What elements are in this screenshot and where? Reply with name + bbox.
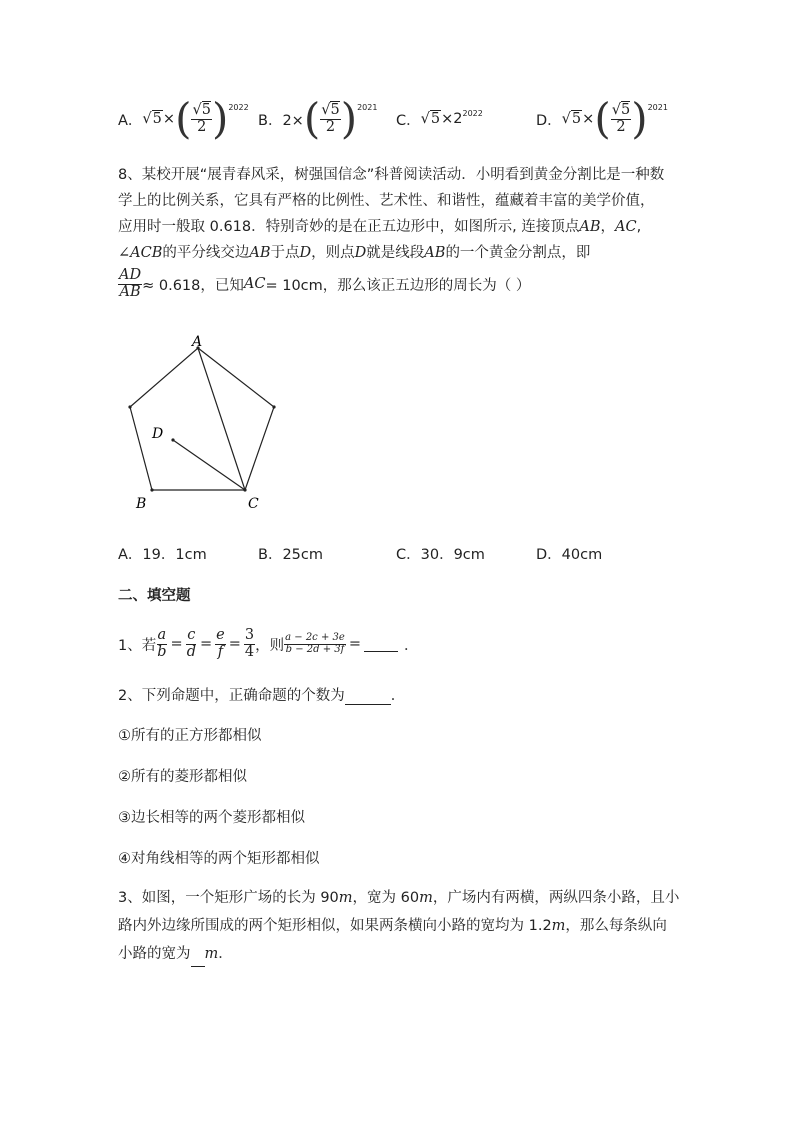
fill-question-3-line-1: 3、如图，一个矩形广场的长为 90m，宽为 60m，广场内有两横，两纵四条小路，且小	[118, 890, 680, 906]
statement-2: ②所有的菱形都相似	[118, 769, 247, 785]
section-title: 二、填空题	[118, 588, 191, 604]
q8-line-3: 应用时一般取 0.618．特别奇妙的是在正五边形中，如图所示, 连接顶点AB，AC,	[118, 219, 642, 235]
fill-question-3-line-2: 路内外边缘所围成的两个矩形相似，如果两条横向小路的宽均为 1.2m，那么每条纵向	[118, 918, 667, 934]
pentagon-figure	[110, 330, 300, 520]
q7-option-a: A． √5 × ( $\frac{√5}{2}$ ) 2022	[118, 94, 249, 143]
statement-4: ④对角线相等的两个矩形都相似	[118, 851, 320, 867]
q8-line-1: 8、某校开展“展青春风采，树强国信念”科普阅读活动．小明看到黄金分割比是一种数	[118, 167, 665, 183]
fill-question-2: 2、下列命题中，正确命题的个数为 ．	[118, 688, 406, 704]
answer-blank-2[interactable]	[345, 690, 391, 705]
q8-line-5: $\frac{AD}{AB}$ ≈ 0.618，已知 AC = 10cm，那么该正五边形的周长为（ ）	[119, 267, 531, 300]
pentagon-outline	[130, 348, 274, 490]
q8-option-d: D．40cm	[536, 547, 603, 563]
q8-option-a: A．19．1cm	[118, 547, 207, 563]
fill-question-3-line-3: 小路的宽为 m．	[118, 941, 233, 967]
q7-option-c: C． √5 × 2 2022	[396, 108, 483, 129]
vertex-label-b: B	[136, 496, 147, 512]
q7-option-d: D． √5 × ( $\frac{√5}{2}$ ) 2021	[536, 94, 668, 143]
fill-question-1: 1、若 $\frac{a}{b}$ = $\frac{c}{d}$ = $\frac{e}{f}$ = $\frac{3}{4}$ ，则 $\frac{a - 2c + 3e}{b - 2d + 3f}$ = ．	[118, 627, 419, 660]
diagonal-ac	[198, 348, 245, 490]
q8-option-c: C．30．9cm	[396, 547, 485, 563]
ad-over-ab-fraction: $\frac{AD}{AB}$	[119, 267, 142, 300]
q8-line-4: ∠ACB的平分线交边AB于点D，则点D就是线段AB的一个黄金分割点，即	[118, 245, 591, 261]
statement-3: ③边长相等的两个菱形都相似	[118, 810, 305, 826]
segment-dc	[173, 440, 245, 490]
statement-1: ①所有的正方形都相似	[118, 728, 262, 744]
vertex-label-c: C	[248, 496, 259, 512]
answer-blank-3[interactable]	[191, 952, 205, 967]
q7-option-b: B．2× ( $\frac{√5}{2}$ ) 2021	[258, 94, 378, 143]
vertex-label-a: A	[192, 334, 203, 350]
q8-option-b: B．25cm	[258, 547, 323, 563]
answer-blank-1[interactable]	[364, 637, 398, 652]
q8-line-2: 学上的比例关系，它具有严格的比例性、艺术性、和谐性，蕴藏着丰富的美学价值，	[118, 193, 655, 209]
point-label-d: D	[152, 426, 164, 442]
sqrt-symbol: √5	[142, 111, 162, 127]
